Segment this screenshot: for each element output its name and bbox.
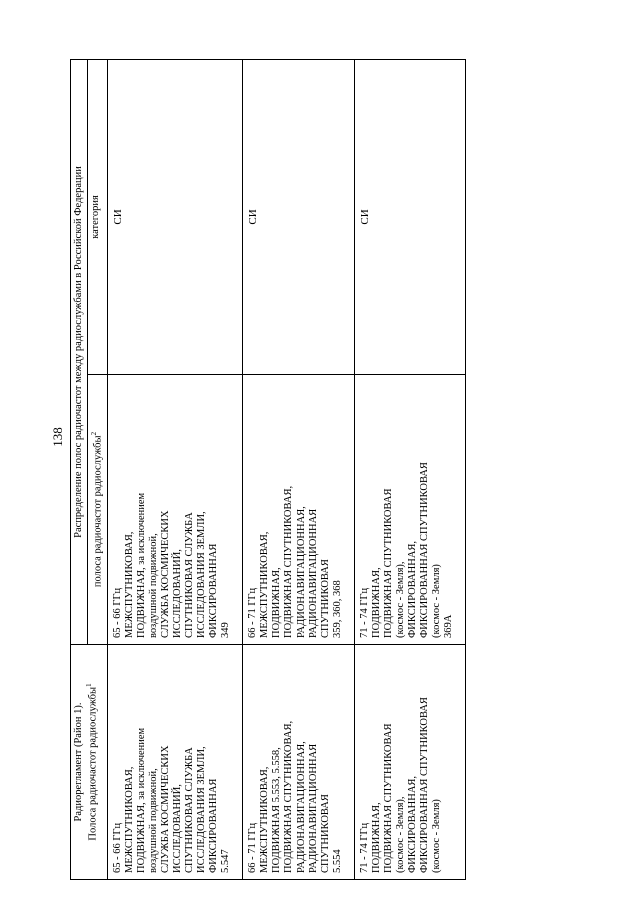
mid-band-line: СПУТНИКОВАЯ СЛУЖБА (184, 512, 195, 638)
left-band-line: ПОДВИЖНАЯ, за исключением (135, 727, 147, 873)
mid-band-line: ПОДВИЖНАЯ, за исключением (135, 492, 147, 638)
mid-band-line: РАДИОНАВИГАЦИОННАЯ, (295, 506, 307, 638)
left-band-line: ФИКСИРОВАННАЯ, (407, 775, 418, 873)
left-band-line: 71 - 74 ГГц (358, 822, 370, 873)
left-band-line: ИССЛЕДОВАНИЯ ЗЕМЛИ, (196, 746, 208, 873)
category-cell: СИ (354, 59, 466, 374)
mid-band-line: 369А (443, 614, 455, 638)
mid-band-line: 65 - 66 ГГц (111, 587, 123, 638)
mid-band-line: ФИКСИРОВАННАЯ, (407, 540, 418, 638)
left-band-line: ПОДВИЖНАЯ СПУТНИКОВАЯ, (283, 720, 295, 873)
left-band-line: (космос - Земля) (431, 799, 443, 873)
mid-band-line: 359, 360, 368 (331, 580, 343, 638)
mid-band-line: 66 - 71 ГГц (247, 587, 259, 638)
header-mid-sup: 2 (90, 431, 99, 436)
left-band-line: ПОДВИЖНАЯ, (370, 802, 382, 873)
category-cell: СИ (243, 59, 355, 374)
left-band-line: СПУТНИКОВАЯ СЛУЖБА (184, 747, 195, 873)
left-band-line: СПУТНИКОВАЯ (319, 794, 331, 873)
left-band-line: СЛУЖБА КОСМИЧЕСКИХ (159, 745, 171, 873)
left-band-line: 65 - 66 ГГц (111, 822, 123, 873)
header-mid-sub: полоса радиочастот радиослужбы (92, 435, 104, 588)
mid-band-line: МЕЖСПУТНИКОВАЯ, (123, 531, 135, 638)
header-left (71, 645, 108, 880)
left-band-line: ФИКСИРОВАННАЯ (208, 778, 220, 873)
left-band-line: РАДИОНАВИГАЦИОННАЯ (307, 743, 319, 873)
left-band-line: ПОДВИЖНАЯ СПУТНИКОВАЯ (382, 723, 394, 873)
left-band-line: (космос - Земля), (394, 796, 406, 873)
allocation-table (70, 60, 630, 880)
header-left-group: Радиорегламент (Район 1). (73, 702, 84, 822)
mid-band-cell (243, 375, 355, 645)
mid-band-line: ПОДВИЖНАЯ, (370, 567, 382, 638)
mid-band-line: СПУТНИКОВАЯ (319, 559, 331, 638)
mid-band-line: 71 - 74 ГГц (358, 587, 370, 638)
left-band-line: воздушной подвижной, (147, 768, 159, 873)
header-left-sup: 1 (85, 683, 94, 687)
header-mid (88, 375, 108, 645)
mid-band-line: ПОДВИЖНАЯ СПУТНИКОВАЯ (382, 488, 394, 638)
left-band-line: МЕЖСПУТНИКОВАЯ, (123, 766, 135, 873)
mid-band-line: ИССЛЕДОВАНИЙ, (171, 549, 183, 638)
mid-band-line: ПОДВИЖНАЯ СПУТНИКОВАЯ, (283, 485, 295, 638)
left-band-line: ПОДВИЖНАЯ 5.553, 5.558, (271, 747, 283, 873)
left-band-cell (107, 645, 243, 880)
mid-band-line: ПОДВИЖНАЯ, (271, 567, 283, 638)
left-band-line: 5.547 (220, 849, 232, 873)
left-band-line: РАДИОНАВИГАЦИОННАЯ, (295, 741, 307, 873)
left-band-cell (243, 645, 355, 880)
mid-band-cell (354, 375, 466, 645)
header-left-sub: Полоса радиочастот радиослужбы (87, 686, 99, 841)
table-row (107, 59, 243, 879)
mid-band-line: ФИКСИРОВАННАЯ СПУТНИКОВАЯ (419, 462, 431, 638)
header-right-group: Распределение полос радиочастот между радиослужбами в Российской Федерации (71, 59, 88, 644)
mid-band-line: СЛУЖБА КОСМИЧЕСКИХ (159, 510, 171, 638)
mid-band-cell (107, 375, 243, 645)
left-band-cell (354, 645, 466, 880)
mid-band-line: воздушной подвижной, (147, 533, 159, 638)
mid-band-line: (космос - Земля) (431, 564, 443, 638)
mid-band-line: 349 (220, 622, 232, 638)
mid-band-line: (космос - Земля), (394, 561, 406, 638)
left-band-line: МЕЖСПУТНИКОВАЯ, (259, 766, 271, 873)
category-cell: СИ (107, 59, 243, 374)
table-row (243, 59, 355, 879)
left-band-line: ИССЛЕДОВАНИЙ, (171, 784, 183, 873)
left-band-line: ФИКСИРОВАННАЯ СПУТНИКОВАЯ (419, 697, 431, 873)
table-row (354, 59, 466, 879)
page-number: 138 (49, 427, 65, 447)
mid-band-line: МЕЖСПУТНИКОВАЯ, (259, 531, 271, 638)
header-cat: категория (88, 59, 108, 374)
left-band-line: 5.554 (331, 849, 343, 873)
mid-band-line: ФИКСИРОВАННАЯ (208, 543, 220, 638)
mid-band-line: РАДИОНАВИГАЦИОННАЯ (307, 508, 319, 638)
mid-band-line: ИССЛЕДОВАНИЯ ЗЕМЛИ, (196, 511, 208, 638)
left-band-line: 66 - 71 ГГц (247, 822, 259, 873)
